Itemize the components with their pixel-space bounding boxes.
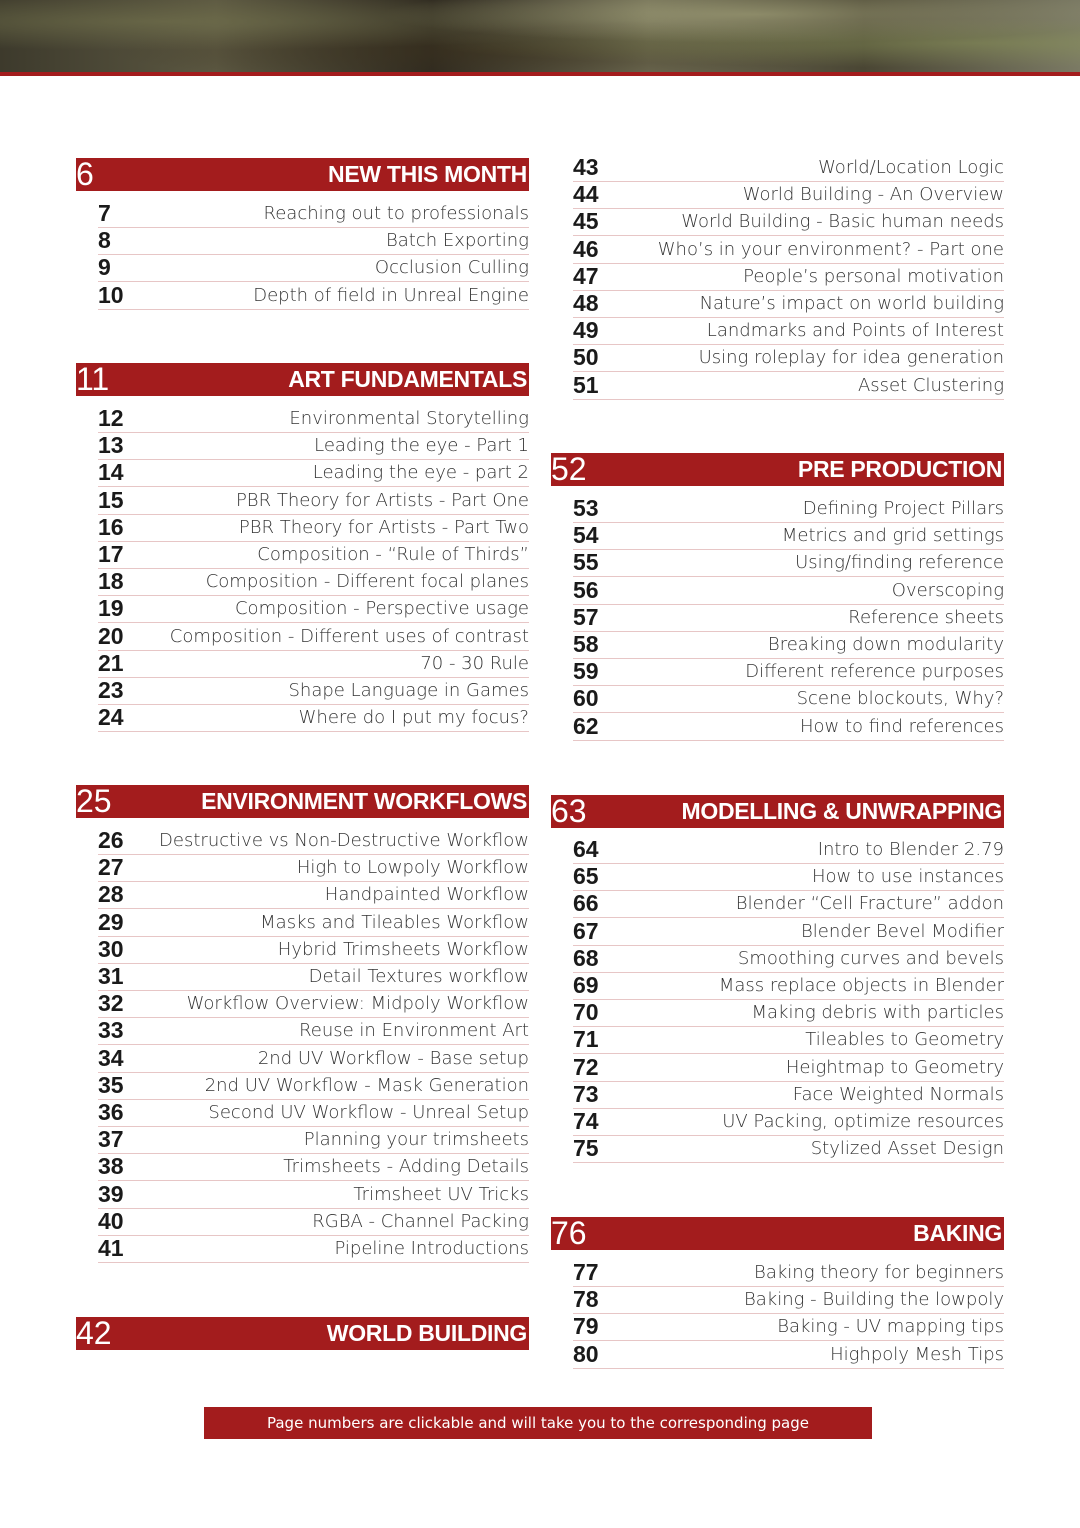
toc-entry-title: Trimsheet UV Tricks xyxy=(353,1183,529,1205)
toc-page-number[interactable]: 34 xyxy=(98,1044,124,1071)
toc-page-number[interactable]: 41 xyxy=(98,1235,124,1261)
toc-entry-title: Composition - Different uses of contrast xyxy=(169,625,529,647)
toc-entry-title: Face Weighted Normals xyxy=(792,1083,1004,1105)
section-title: PRE PRODUCTION xyxy=(797,456,1002,482)
section-title: ART FUNDAMENTALS xyxy=(288,366,527,392)
toc-entry-title: Using roleplay for idea generation xyxy=(698,347,1004,369)
toc-entry-title: Landmarks and Points of Interest xyxy=(706,320,1004,342)
toc-entry[interactable] xyxy=(573,836,1004,864)
toc-page-number[interactable]: 7 xyxy=(98,200,111,226)
toc-entry[interactable] xyxy=(573,236,1004,264)
toc-page-number[interactable]: 10 xyxy=(98,281,124,308)
toc-entry-title: Highpoly Mesh Tips xyxy=(830,1343,1004,1365)
toc-entry[interactable] xyxy=(98,282,529,310)
toc-page-number[interactable]: 79 xyxy=(573,1313,599,1340)
toc-entry[interactable] xyxy=(573,972,1004,1000)
toc-entry-title: Using/finding reference xyxy=(795,552,1004,574)
toc-entry[interactable] xyxy=(98,405,529,433)
toc-entry-title: World Building - An Overview xyxy=(742,184,1004,206)
toc-page-number[interactable]: 59 xyxy=(573,658,599,685)
toc-page-number[interactable]: 77 xyxy=(573,1259,599,1285)
toc-entry[interactable] xyxy=(98,595,529,623)
toc-entry[interactable] xyxy=(98,623,529,651)
section-header-art[interactable] xyxy=(76,363,529,396)
toc-entry[interactable] xyxy=(573,522,1004,550)
toc-page-number[interactable]: 29 xyxy=(98,908,124,935)
toc-entry[interactable] xyxy=(98,1072,529,1100)
toc-entry-title: Baking - Building the lowpoly xyxy=(743,1289,1004,1311)
toc-entry[interactable] xyxy=(573,890,1004,918)
toc-entry[interactable] xyxy=(98,1153,529,1181)
section-page-number[interactable]: 76 xyxy=(551,1215,587,1251)
toc-page-number[interactable]: 49 xyxy=(573,317,599,344)
toc-entry-title: Destructive vs Non-Destructive Workflow xyxy=(159,830,529,851)
toc-entry[interactable] xyxy=(573,1108,1004,1136)
toc-page-number[interactable]: 26 xyxy=(98,827,124,853)
toc-entry-title: How to find references xyxy=(799,715,1004,737)
section-page-number[interactable]: 11 xyxy=(76,361,110,397)
toc-entry[interactable] xyxy=(98,1181,529,1209)
toc-entry[interactable] xyxy=(98,200,529,228)
toc-entry[interactable] xyxy=(573,372,1004,400)
toc-page-number[interactable]: 39 xyxy=(98,1180,124,1207)
toc-entry[interactable] xyxy=(573,945,1004,973)
toc-entry-title: Metrics and grid settings xyxy=(781,525,1004,547)
toc-entry-title: Breaking down modularity xyxy=(767,634,1004,655)
toc-entry[interactable] xyxy=(573,1135,1004,1163)
toc-entry-title: Workflow Overview: Midpoly Workflow xyxy=(186,993,529,1015)
toc-entry-title: Composition - “Rule of Thirds” xyxy=(257,544,529,565)
toc-entry-title: Where do I put my focus? xyxy=(298,707,529,729)
toc-entry[interactable] xyxy=(573,999,1004,1027)
section-title: ENVIRONMENT WORKFLOWS xyxy=(201,788,527,814)
toc-entry-title: How to use instances xyxy=(812,866,1004,888)
toc-page-number[interactable]: 44 xyxy=(573,181,599,208)
toc-entry[interactable] xyxy=(98,1045,529,1073)
toc-entry-title: Nature’s impact on world building xyxy=(699,293,1004,314)
toc-page-number[interactable]: 80 xyxy=(573,1340,599,1367)
toc-entry[interactable] xyxy=(573,290,1004,318)
toc-entry[interactable] xyxy=(98,827,529,855)
toc-page-number[interactable]: 62 xyxy=(573,712,599,739)
toc-page-number[interactable]: 58 xyxy=(573,631,599,657)
toc-entry-title: Masks and Tileables Workflow xyxy=(260,911,529,933)
section-page-number[interactable]: 6 xyxy=(76,156,94,192)
toc-entry[interactable] xyxy=(98,704,529,732)
toc-entry-title: Reference sheets xyxy=(848,606,1004,628)
toc-page-number[interactable]: 13 xyxy=(98,432,124,459)
toc-entry-title: Intro to Blender 2.79 xyxy=(817,839,1004,860)
toc-entry-title: Different reference purposes xyxy=(745,661,1004,683)
toc-entry-title: RGBA - Channel Packing xyxy=(312,1210,529,1232)
toc-page-number[interactable]: 45 xyxy=(573,208,599,235)
section-page-number[interactable]: 52 xyxy=(551,451,587,487)
toc-page-number[interactable]: 53 xyxy=(573,495,599,521)
toc-entry-title: People’s personal motivation xyxy=(743,265,1004,287)
toc-page-number[interactable]: 20 xyxy=(98,622,124,649)
toc-entry-title: Overscoping xyxy=(891,579,1004,601)
toc-entry-title: Depth of field in Unreal Engine xyxy=(253,284,529,306)
toc-entry[interactable] xyxy=(98,514,529,542)
toc-page-number[interactable]: 73 xyxy=(573,1080,599,1107)
toc-page-number[interactable]: 8 xyxy=(98,227,111,254)
toc-entry-title: Batch Exporting xyxy=(385,230,529,252)
toc-page-number[interactable]: 36 xyxy=(98,1099,124,1125)
toc-entry-title: PBR Theory for Artists - Part One xyxy=(235,489,529,511)
toc-entry-title: Occlusion Culling xyxy=(374,257,529,279)
toc-entry[interactable] xyxy=(573,1313,1004,1341)
toc-page-number[interactable]: 78 xyxy=(573,1286,599,1313)
section-page-number[interactable]: 25 xyxy=(76,783,112,819)
toc-page-number[interactable]: 66 xyxy=(573,890,599,917)
toc-entry-title: Making debris with particles xyxy=(751,1002,1004,1024)
toc-entry-title: Blender “Cell Fracture” addon xyxy=(735,893,1004,915)
toc-entry[interactable] xyxy=(573,208,1004,236)
toc-entry[interactable] xyxy=(98,1208,529,1236)
toc-page-number[interactable]: 47 xyxy=(573,262,599,289)
toc-page-number[interactable]: 9 xyxy=(98,254,111,281)
toc-entry[interactable] xyxy=(98,881,529,909)
section-page-number[interactable]: 63 xyxy=(551,793,587,829)
toc-entry[interactable] xyxy=(98,541,529,569)
toc-entry-title: Baking theory for beginners xyxy=(754,1262,1004,1283)
toc-page-number[interactable]: 51 xyxy=(573,371,599,398)
toc-entry-title: Second UV Workflow - Unreal Setup xyxy=(208,1102,529,1123)
toc-entry[interactable] xyxy=(98,1235,529,1263)
toc-page-number[interactable]: 50 xyxy=(573,344,599,371)
toc-entry-title: Composition - Perspective usage xyxy=(234,598,529,620)
toc-page-number[interactable]: 23 xyxy=(98,677,124,703)
toc-entry[interactable] xyxy=(573,549,1004,577)
section-title: MODELLING & UNWRAPPING xyxy=(681,798,1002,824)
toc-entry[interactable] xyxy=(573,1081,1004,1109)
toc-entry-title: Tileables to Geometry xyxy=(805,1029,1004,1051)
toc-page-number[interactable]: 24 xyxy=(98,704,124,731)
toc-entry-title: Shape Language in Games xyxy=(288,680,529,701)
toc-page-number[interactable]: 56 xyxy=(573,576,599,603)
toc-page-number[interactable]: 68 xyxy=(573,944,599,971)
section-header-env[interactable] xyxy=(76,785,529,818)
toc-page-number[interactable]: 43 xyxy=(573,154,599,180)
toc-page-number[interactable]: 27 xyxy=(98,854,124,881)
toc-page-number[interactable]: 70 xyxy=(573,999,599,1026)
toc-entry-title: Planning your trimsheets xyxy=(303,1129,529,1151)
toc-page-number[interactable]: 35 xyxy=(98,1071,124,1098)
toc-entry-title: Scene blockouts, Why? xyxy=(796,688,1004,710)
toc-entry-title: Who’s in your environment? - Part one xyxy=(657,238,1004,260)
toc-entry[interactable] xyxy=(98,254,529,282)
toc-entry[interactable] xyxy=(98,854,529,882)
toc-page-number[interactable]: 54 xyxy=(573,522,599,549)
toc-entry-title: Heightmap to Geometry xyxy=(785,1056,1004,1078)
toc-entry[interactable] xyxy=(573,154,1004,182)
toc-entry-title: High to Lowpoly Workflow xyxy=(296,857,529,879)
toc-page-number[interactable]: 12 xyxy=(98,405,124,431)
header-divider xyxy=(0,72,1080,76)
toc-entry[interactable] xyxy=(573,495,1004,523)
section-title: BAKING xyxy=(913,1220,1002,1246)
toc-entry[interactable] xyxy=(573,263,1004,291)
toc-entry[interactable] xyxy=(573,1259,1004,1287)
toc-entry[interactable] xyxy=(573,863,1004,891)
toc-entry[interactable] xyxy=(98,227,529,255)
toc-entry-title: Baking - UV mapping tips xyxy=(777,1316,1004,1338)
toc-entry-title: Leading the eye - part 2 xyxy=(312,462,529,484)
toc-entry[interactable] xyxy=(573,1054,1004,1082)
toc-page-number[interactable]: 21 xyxy=(98,649,124,676)
toc-entry-title: Environmental Storytelling xyxy=(289,408,529,429)
toc-page-number[interactable]: 71 xyxy=(573,1026,599,1053)
section-title: NEW THIS MONTH xyxy=(328,161,527,187)
toc-entry[interactable] xyxy=(573,1286,1004,1314)
toc-entry[interactable] xyxy=(98,963,529,991)
header-banner-image xyxy=(0,0,1080,72)
toc-entry[interactable] xyxy=(98,1126,529,1154)
toc-entry[interactable] xyxy=(573,685,1004,713)
section-title: WORLD BUILDING xyxy=(326,1320,527,1346)
toc-entry-title: 2nd UV Workflow - Base setup xyxy=(257,1047,529,1069)
toc-entry[interactable] xyxy=(573,1341,1004,1369)
toc-entry-title: Handpainted Workflow xyxy=(324,884,529,906)
toc-entry[interactable] xyxy=(573,317,1004,345)
toc-entry-title: Smoothing curves and bevels xyxy=(737,947,1004,969)
toc-page-number[interactable]: 33 xyxy=(98,1017,124,1044)
toc-entry[interactable] xyxy=(98,568,529,596)
toc-entry-title: PBR Theory for Artists - Part Two xyxy=(238,516,529,538)
section-page-number[interactable]: 42 xyxy=(76,1315,112,1351)
toc-entry[interactable] xyxy=(98,459,529,487)
toc-entry-title: Composition - Different focal planes xyxy=(205,571,529,593)
toc-entry[interactable] xyxy=(98,1099,529,1127)
toc-entry-title: Trimsheets - Adding Details xyxy=(283,1156,529,1178)
toc-page-number[interactable]: 18 xyxy=(98,568,124,595)
toc-page-number[interactable]: 64 xyxy=(573,836,599,862)
toc-entry-title: Reuse in Environment Art xyxy=(299,1020,529,1042)
toc-entry[interactable] xyxy=(98,432,529,460)
toc-entry[interactable] xyxy=(573,1026,1004,1054)
toc-entry-title: Asset Clustering xyxy=(857,374,1004,396)
section-header-new[interactable] xyxy=(76,158,529,191)
toc-entry[interactable] xyxy=(98,936,529,964)
toc-page-number[interactable]: 14 xyxy=(98,459,124,486)
toc-entry-title: Blender Bevel Modifier xyxy=(801,920,1004,942)
toc-entry[interactable] xyxy=(98,990,529,1018)
toc-entry[interactable] xyxy=(573,344,1004,372)
toc-entry[interactable] xyxy=(98,650,529,678)
toc-entry[interactable] xyxy=(98,1017,529,1045)
toc-entry[interactable] xyxy=(573,658,1004,686)
toc-page-number[interactable]: 74 xyxy=(573,1108,599,1134)
toc-entry[interactable] xyxy=(573,713,1004,741)
toc-entry-title: Hybrid Trimsheets Workflow xyxy=(277,938,529,960)
toc-entry-title: 70 - 30 Rule xyxy=(420,652,529,674)
toc-page-number[interactable]: 65 xyxy=(573,863,599,890)
toc-entry-title: Detail Textures workflow xyxy=(308,966,529,987)
toc-page-number[interactable]: 17 xyxy=(98,541,124,567)
toc-page-number[interactable]: 40 xyxy=(98,1207,124,1234)
toc-page-number[interactable]: 30 xyxy=(98,935,124,962)
toc-page-number[interactable]: 19 xyxy=(98,595,124,622)
toc-page-number[interactable]: 37 xyxy=(98,1126,124,1153)
section-header-world[interactable] xyxy=(76,1317,529,1350)
toc-page-number[interactable]: 15 xyxy=(98,486,124,513)
toc-entry-title: UV Packing, optimize resources xyxy=(722,1111,1004,1132)
footer-note: Page numbers are clickable and will take you to the corresponding page xyxy=(204,1407,872,1439)
section-header-pre[interactable] xyxy=(551,453,1004,486)
toc-entry-title: Stylized Asset Design xyxy=(810,1138,1004,1160)
toc-page-number[interactable]: 72 xyxy=(573,1053,599,1080)
toc-entry[interactable] xyxy=(98,487,529,515)
toc-page-number[interactable]: 60 xyxy=(573,685,599,712)
toc-page-number[interactable]: 57 xyxy=(573,603,599,630)
toc-entry-title: 2nd UV Workflow - Mask Generation xyxy=(204,1074,529,1096)
toc-entry-title: World/Location Logic xyxy=(818,157,1004,178)
toc-entry-title: Reaching out to professionals xyxy=(263,203,529,224)
toc-page-number[interactable]: 69 xyxy=(573,972,599,998)
toc-entry[interactable] xyxy=(573,577,1004,605)
toc-page-number[interactable]: 32 xyxy=(98,990,124,1017)
toc-page-number[interactable]: 55 xyxy=(573,549,599,576)
toc-entry[interactable] xyxy=(573,604,1004,632)
toc-page-number[interactable]: 75 xyxy=(573,1135,599,1162)
toc-entry-title: Mass replace objects in Blender xyxy=(718,975,1004,996)
toc-entry[interactable] xyxy=(573,918,1004,946)
toc-entry-title: Leading the eye - Part 1 xyxy=(314,435,529,457)
toc-entry-title: Pipeline Introductions xyxy=(334,1238,529,1259)
toc-page-number[interactable]: 31 xyxy=(98,963,124,989)
toc-entry[interactable] xyxy=(98,677,529,705)
toc-entry[interactable] xyxy=(573,631,1004,659)
toc-page-number[interactable]: 38 xyxy=(98,1153,124,1180)
toc-page-number[interactable]: 48 xyxy=(573,290,599,316)
toc-page-number[interactable]: 16 xyxy=(98,513,124,540)
section-header-bake[interactable] xyxy=(551,1217,1004,1250)
toc-entry-title: Defining Project Pillars xyxy=(802,498,1004,519)
section-header-model[interactable] xyxy=(551,795,1004,828)
toc-page-number[interactable]: 46 xyxy=(573,235,599,262)
toc-page-number[interactable]: 67 xyxy=(573,917,599,944)
toc-page-number[interactable]: 28 xyxy=(98,881,124,908)
toc-entry-title: World Building - Basic human needs xyxy=(681,211,1004,233)
toc-entry[interactable] xyxy=(573,181,1004,209)
toc-entry[interactable] xyxy=(98,909,529,937)
